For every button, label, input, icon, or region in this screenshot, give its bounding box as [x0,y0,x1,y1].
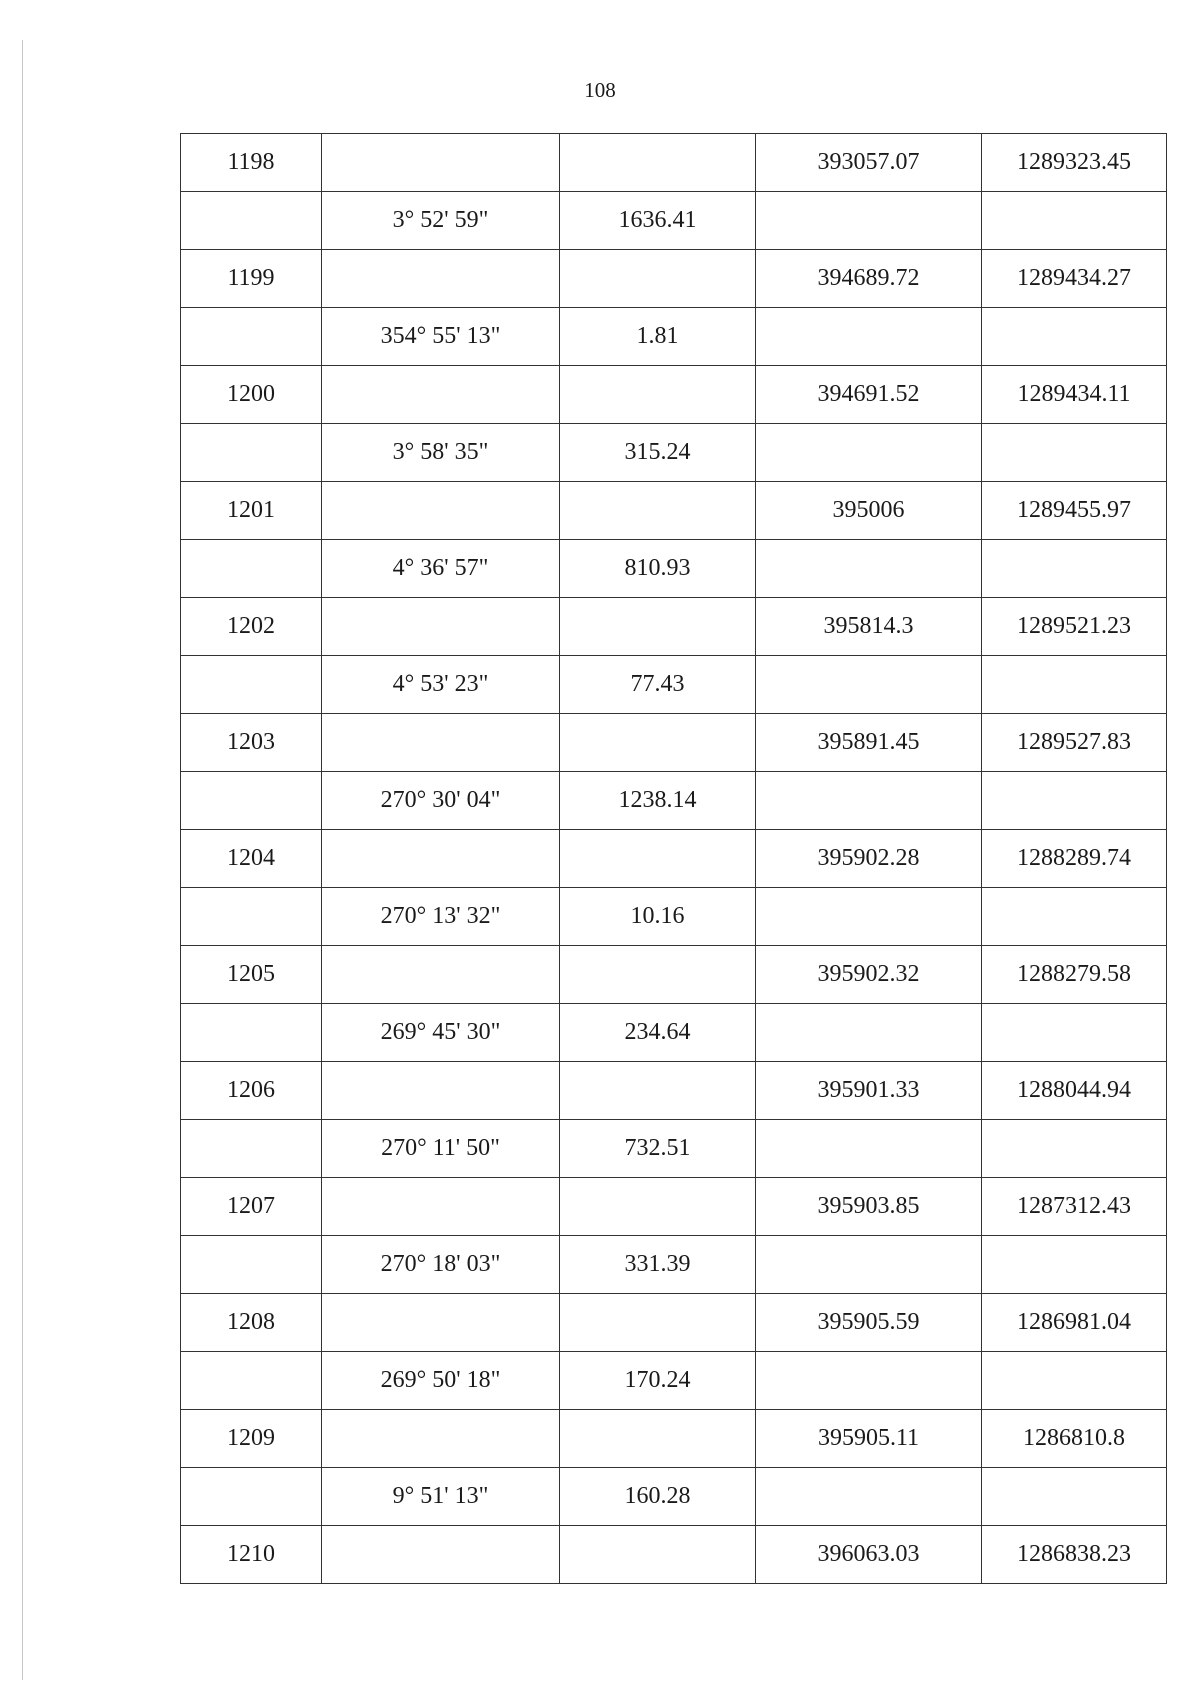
bearing-cell: 354° 55' 13" [322,308,560,366]
table-row [181,192,1167,250]
easting-cell [982,888,1167,946]
easting-cell: 1289323.45 [982,134,1167,192]
station-cell [181,1352,322,1410]
station-cell: 1206 [181,1062,322,1120]
northing-cell: 395891.45 [756,714,982,772]
bearing-cell: 270° 30' 04" [322,772,560,830]
station-cell: 1202 [181,598,322,656]
northing-cell: 395902.28 [756,830,982,888]
table-row [181,1410,1167,1468]
easting-cell [982,308,1167,366]
distance-cell: 1238.14 [560,772,756,830]
bearing-cell [322,134,560,192]
northing-cell: 395905.11 [756,1410,982,1468]
station-cell: 1203 [181,714,322,772]
table-row [181,134,1167,192]
bearing-cell [322,598,560,656]
easting-cell: 1286838.23 [982,1526,1167,1584]
station-cell [181,1468,322,1526]
table-row [181,1352,1167,1410]
easting-cell [982,540,1167,598]
northing-cell [756,1236,982,1294]
easting-cell: 1288289.74 [982,830,1167,888]
bearing-cell: 4° 36' 57" [322,540,560,598]
distance-cell [560,366,756,424]
station-cell: 1199 [181,250,322,308]
station-cell [181,1236,322,1294]
easting-cell: 1288044.94 [982,1062,1167,1120]
table-body [181,134,1167,1584]
distance-cell: 160.28 [560,1468,756,1526]
northing-cell: 394691.52 [756,366,982,424]
distance-cell: 170.24 [560,1352,756,1410]
easting-cell [982,772,1167,830]
distance-cell: 810.93 [560,540,756,598]
station-cell: 1204 [181,830,322,888]
distance-cell [560,134,756,192]
bearing-cell [322,1526,560,1584]
easting-cell [982,1120,1167,1178]
table-row [181,1468,1167,1526]
easting-cell [982,656,1167,714]
easting-cell: 1289527.83 [982,714,1167,772]
station-cell [181,656,322,714]
distance-cell: 234.64 [560,1004,756,1062]
easting-cell: 1289434.27 [982,250,1167,308]
table-row [181,1236,1167,1294]
station-cell: 1210 [181,1526,322,1584]
bearing-cell: 3° 52' 59" [322,192,560,250]
distance-cell [560,1178,756,1236]
bearing-cell [322,1062,560,1120]
station-cell: 1201 [181,482,322,540]
bearing-cell [322,714,560,772]
easting-cell [982,192,1167,250]
easting-cell [982,1004,1167,1062]
table-row [181,1294,1167,1352]
northing-cell [756,308,982,366]
bearing-cell [322,366,560,424]
distance-cell [560,830,756,888]
bearing-cell: 269° 45' 30" [322,1004,560,1062]
table-row [181,1526,1167,1584]
station-cell: 1207 [181,1178,322,1236]
northing-cell [756,540,982,598]
table-row [181,1062,1167,1120]
distance-cell [560,1526,756,1584]
northing-cell [756,888,982,946]
station-cell: 1200 [181,366,322,424]
easting-cell [982,1236,1167,1294]
station-cell: 1209 [181,1410,322,1468]
station-cell [181,888,322,946]
easting-cell: 1286981.04 [982,1294,1167,1352]
distance-cell: 315.24 [560,424,756,482]
bearing-cell: 3° 58' 35" [322,424,560,482]
bearing-cell [322,1410,560,1468]
northing-cell [756,192,982,250]
table-row [181,656,1167,714]
easting-cell: 1286810.8 [982,1410,1167,1468]
table-row [181,1004,1167,1062]
northing-cell [756,656,982,714]
station-cell [181,308,322,366]
northing-cell: 395905.59 [756,1294,982,1352]
northing-cell: 395901.33 [756,1062,982,1120]
easting-cell: 1289521.23 [982,598,1167,656]
distance-cell [560,250,756,308]
bearing-cell: 270° 11' 50" [322,1120,560,1178]
table-row [181,830,1167,888]
northing-cell: 395814.3 [756,598,982,656]
table-row [181,714,1167,772]
station-cell [181,1004,322,1062]
table-row [181,888,1167,946]
northing-cell: 395006 [756,482,982,540]
table-row [181,482,1167,540]
station-cell: 1198 [181,134,322,192]
easting-cell [982,1352,1167,1410]
table-row [181,540,1167,598]
scan-edge-line [22,40,23,1680]
table-row [181,308,1167,366]
distance-cell [560,598,756,656]
northing-cell [756,1004,982,1062]
bearing-cell: 270° 13' 32" [322,888,560,946]
page-number: 108 [584,78,616,102]
table-row [181,1178,1167,1236]
distance-cell [560,946,756,1004]
table-row [181,250,1167,308]
distance-cell [560,1410,756,1468]
northing-cell [756,772,982,830]
distance-cell: 10.16 [560,888,756,946]
distance-cell: 732.51 [560,1120,756,1178]
northing-cell: 395902.32 [756,946,982,1004]
distance-cell [560,714,756,772]
bearing-cell [322,946,560,1004]
bearing-cell [322,482,560,540]
bearing-cell: 270° 18' 03" [322,1236,560,1294]
northing-cell: 395903.85 [756,1178,982,1236]
distance-cell [560,1294,756,1352]
bearing-cell [322,1294,560,1352]
station-cell [181,540,322,598]
bearing-cell: 4° 53' 23" [322,656,560,714]
distance-cell: 1636.41 [560,192,756,250]
table-row [181,424,1167,482]
easting-cell [982,424,1167,482]
distance-cell [560,1062,756,1120]
easting-cell [982,1468,1167,1526]
bearing-cell [322,830,560,888]
northing-cell [756,1468,982,1526]
easting-cell: 1289434.11 [982,366,1167,424]
bearing-cell: 9° 51' 13" [322,1468,560,1526]
bearing-cell [322,1178,560,1236]
bearing-cell [322,250,560,308]
distance-cell [560,482,756,540]
easting-cell: 1287312.43 [982,1178,1167,1236]
table-row [181,366,1167,424]
northing-cell [756,1352,982,1410]
station-cell [181,424,322,482]
easting-cell: 1288279.58 [982,946,1167,1004]
station-cell [181,192,322,250]
northing-cell: 396063.03 [756,1526,982,1584]
station-cell [181,1120,322,1178]
distance-cell: 331.39 [560,1236,756,1294]
table-row [181,1120,1167,1178]
coordinate-table [180,133,1167,1584]
table-row [181,598,1167,656]
distance-cell: 1.81 [560,308,756,366]
northing-cell [756,1120,982,1178]
station-cell: 1205 [181,946,322,1004]
easting-cell: 1289455.97 [982,482,1167,540]
table-row [181,772,1167,830]
bearing-cell: 269° 50' 18" [322,1352,560,1410]
distance-cell: 77.43 [560,656,756,714]
station-cell [181,772,322,830]
table-row [181,946,1167,1004]
northing-cell: 394689.72 [756,250,982,308]
northing-cell: 393057.07 [756,134,982,192]
station-cell: 1208 [181,1294,322,1352]
northing-cell [756,424,982,482]
